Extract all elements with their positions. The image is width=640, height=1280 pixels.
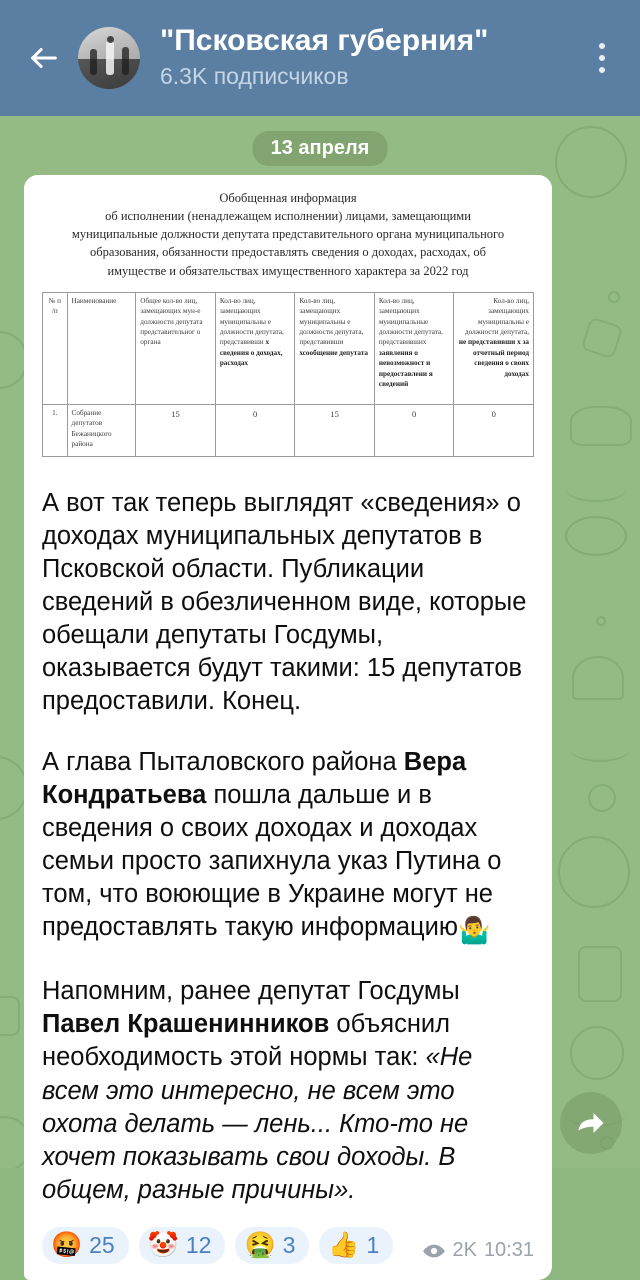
angry-cursing-emoji: 🤬 [51, 1231, 83, 1260]
share-arrow-icon [576, 1108, 606, 1138]
col-header-name: Наименование [67, 292, 136, 404]
avatar-figure-head [107, 36, 114, 43]
thumbs-up-emoji: 👍 [328, 1231, 360, 1260]
reaction-count-thumbsup: 1 [366, 1232, 380, 1259]
message-time: 10:31 [483, 1239, 534, 1262]
doodle-dot [608, 291, 620, 303]
col-header-submitted-income: Кол-во лиц, замещающих муниципальны е должности депутата, представивши х сведения о доходах, расходах [215, 292, 295, 404]
p3-mid: объяснил необходимость этой нормы так: [42, 1010, 451, 1072]
cell-value-0: 15 [136, 404, 216, 456]
date-badge[interactable]: 13 апреля [253, 131, 388, 166]
doodle-flag [578, 946, 622, 1002]
doodle-ring [558, 836, 630, 908]
clown-emoji: 🤡 [147, 1231, 179, 1260]
doodle-fish [565, 516, 627, 556]
table-row [43, 404, 534, 456]
message-meta [423, 1239, 534, 1262]
paragraph-1: А вот так теперь выглядят «сведения» о доходах муниципальных депутатов в Псковской области. Публикации сведений в обезличенном виде, которые обещали депутаты Госдумы, оказывается будут такими: 15 депутатов предоставили. Конец. [42, 488, 527, 716]
avatar-figure-main [106, 41, 114, 75]
shrug-emoji: 🤷‍♂️ [458, 915, 491, 946]
cell-value-4: 0 [454, 404, 534, 456]
channel-header [0, 0, 640, 116]
doodle-shell [572, 656, 624, 700]
avatar-figure-2 [90, 49, 97, 75]
col-header-impossibility: Кол-во лиц, замещающих муниципальные должности депутата, представивших заявления о невозможност и предоставлени я сведений [374, 292, 454, 404]
reaction-count-angry: 25 [89, 1232, 115, 1259]
doodle-jar [570, 406, 632, 446]
vomiting-emoji: 🤮 [244, 1231, 276, 1260]
doodle-left-sq [0, 996, 20, 1036]
channel-title: "Псковская губерния" [160, 24, 489, 58]
message-bubble [24, 175, 552, 1280]
channel-title-block[interactable] [160, 24, 580, 91]
doodle-wave-2 [570, 736, 630, 762]
p3-pre: Напомним, ранее депутат Госдумы [42, 977, 460, 1006]
p2-post: пошла дальше и в сведения о своих доходах и доходах семьи просто запихнула указ Путина о том, что воюющие в Украине могут не предоставлять такую информацию [42, 780, 502, 942]
cell-value-1: 0 [215, 404, 295, 456]
cell-row-name: Собрание депутатов Бежаницкого района [67, 404, 136, 456]
doodle-star [581, 317, 624, 360]
cell-row-number: 1. [43, 404, 68, 456]
reaction-clown[interactable] [139, 1227, 226, 1264]
doodle-wave-1 [566, 476, 626, 502]
avatar[interactable] [78, 27, 140, 89]
reaction-count-vomit: 3 [282, 1232, 296, 1259]
channel-subscribers: 6.3K подписчиков [160, 62, 349, 89]
col-header-not-submitted: Кол-во лиц, замещающих муниципальны е должности депутата, не представивши х за отчетный период сведения о своих доходах [454, 292, 534, 404]
back-button[interactable] [16, 30, 72, 86]
col-header-total: Общее кол-во лиц, замещающих мун-е должности депутата представительног о органа [136, 292, 216, 404]
overflow-menu-button[interactable] [580, 30, 624, 86]
doc-title-line-1: об исполнении (ненадлежащем исполнении) лицами, замещающими [105, 209, 471, 224]
menu-dot-2 [599, 55, 605, 61]
col-header-num: № п /п [43, 292, 68, 404]
message-text [24, 467, 552, 1217]
reaction-vomit[interactable] [235, 1227, 309, 1264]
paragraph-2 [42, 746, 534, 949]
back-arrow-icon [27, 41, 61, 75]
share-button[interactable] [560, 1092, 622, 1154]
doc-title-line-0: Обобщенная информация [219, 191, 357, 205]
p2-bold-name: Вера Кондратьева [42, 747, 467, 809]
doc-title-line-3: образования, обязанности предоставлять сведения о доходах, расходах, об [90, 245, 486, 260]
document-image[interactable] [24, 175, 552, 467]
p3-quote: «Не всем это интересно, не всем это охота делать — лень... Кто-то не хочет показывать свои доходы. В общем, разные причины». [42, 1043, 473, 1204]
p3-bold-name: Павел Крашенинников [42, 1010, 330, 1039]
reaction-thumbsup[interactable] [319, 1227, 393, 1264]
paragraph-3 [42, 975, 534, 1207]
document-table [42, 292, 534, 457]
reaction-bar [24, 1217, 552, 1280]
reaction-count-clown: 12 [185, 1232, 212, 1259]
col-header-submitted-notice: Кол-во лиц, замещающих муниципальны е должности депутата, представивши хсообщение депутата [295, 292, 375, 404]
menu-dot-3 [599, 67, 605, 73]
doc-title-line-2: муниципальные должности депутата представительного органа муниципального [71, 227, 505, 242]
doodle-ball [555, 126, 627, 198]
doodle-sun [570, 1026, 624, 1080]
cell-value-2: 15 [295, 404, 375, 456]
eye-icon [423, 1244, 445, 1258]
reaction-angry[interactable] [42, 1227, 129, 1264]
table-header-row [43, 292, 534, 404]
avatar-figure-3 [122, 47, 129, 75]
p2-pre: А глава Пыталовского района [42, 747, 404, 776]
menu-dot-1 [599, 43, 605, 49]
view-count: 2K [452, 1239, 477, 1262]
cell-value-3: 0 [374, 404, 454, 456]
doodle-dot-2 [596, 616, 606, 626]
doc-title-line-4: имуществе и обязательствах имущественного характера за 2022 год [107, 263, 469, 278]
document-title [42, 189, 534, 280]
doodle-bubble [588, 784, 616, 812]
